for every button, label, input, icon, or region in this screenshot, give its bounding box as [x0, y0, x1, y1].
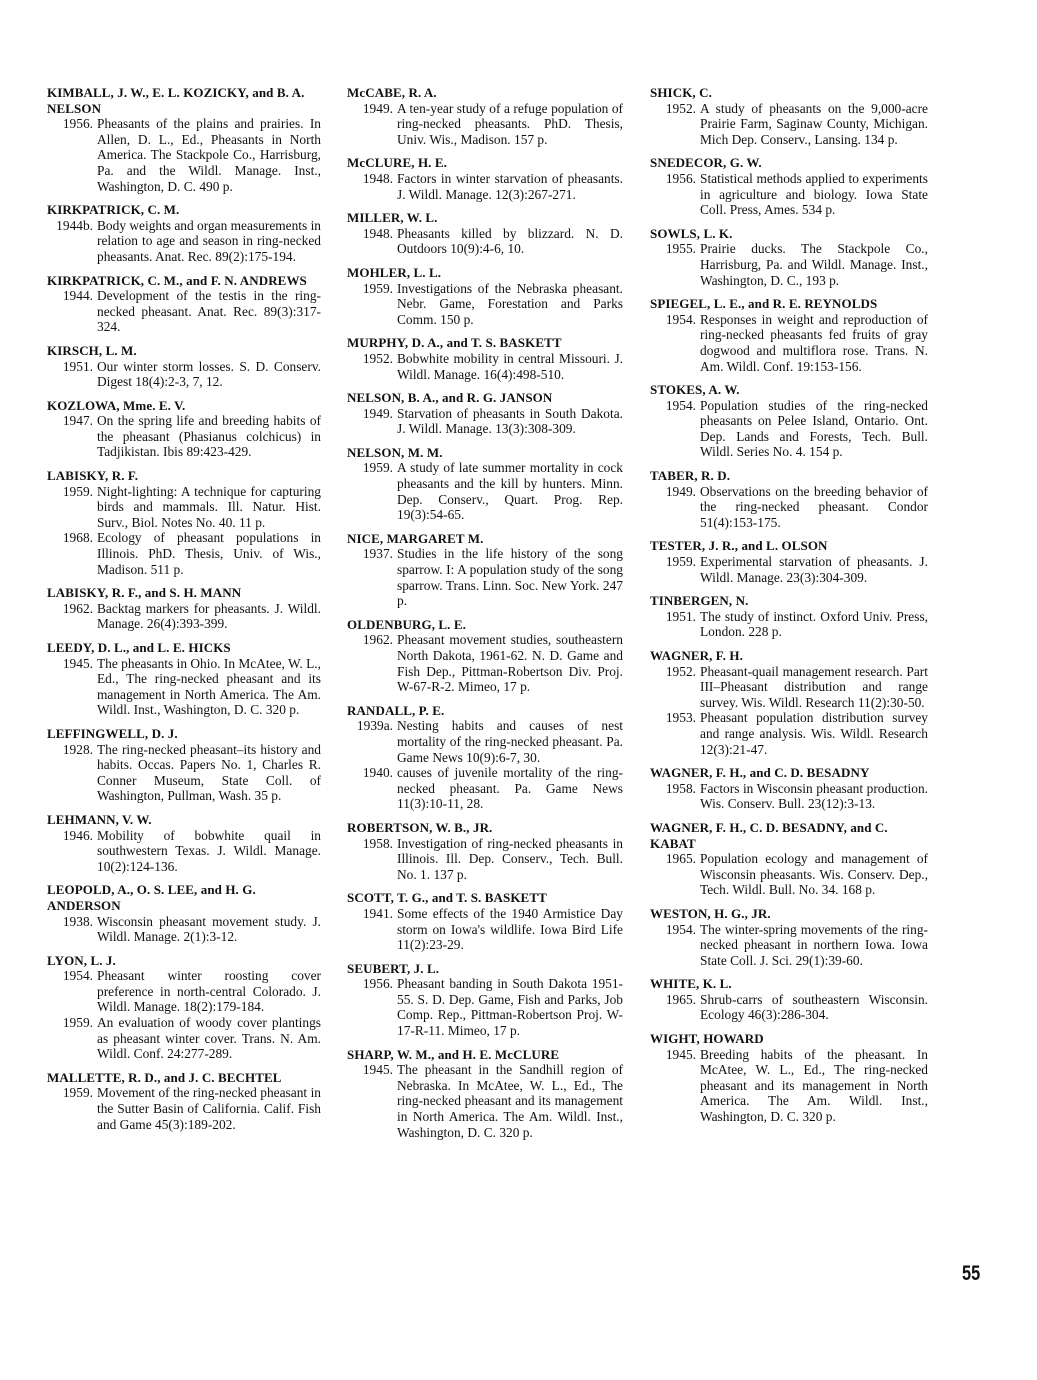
entry-author: SEUBERT, J. L. — [347, 960, 440, 976]
bibliography-entry — [347, 890, 623, 952]
bibliography-entry — [650, 226, 928, 288]
bibliography-entry — [47, 812, 321, 874]
citation-text: Wisconsin pheasant movement study. J. Wildl. Manage. 2(1):3-12. — [97, 913, 321, 945]
bibliography-entry — [47, 882, 321, 944]
citation — [650, 171, 928, 218]
bibliography-entry — [347, 210, 623, 257]
entry-author: NELSON, B. A., and R. G. JANSON — [347, 390, 553, 406]
citation-text: The pheasants in Ohio. In McAtee, W. L., Ed., The ring-necked pheasant and its management in North America. The Am. Wildl. Inst., Washington, D. C. 320 p. — [97, 655, 321, 718]
citation-year: 1962. — [62, 600, 93, 616]
entry-author: STOKES, A. W. — [650, 382, 740, 398]
bibliography-entry — [347, 703, 623, 812]
entry-author: McCLURE, H. E. — [347, 155, 447, 171]
bibliography-entry — [47, 468, 321, 577]
entry-author: WESTON, H. G., JR. — [650, 905, 771, 921]
entry-author: WHITE, K. L. — [650, 976, 732, 992]
entry-author: LABISKY, R. F. — [47, 468, 139, 484]
citation-year: 1954. — [62, 968, 93, 984]
citation-text: An evaluation of woody cover plantings as pheasant winter cover. Trans. N. Am. Wildl. Conf. 24:277-289. — [97, 1015, 321, 1062]
bibliography-entry — [650, 820, 928, 898]
citation — [47, 530, 321, 577]
citation — [347, 1062, 623, 1140]
citation — [47, 828, 321, 875]
entry-author: SHARP, W. M., and H. E. McCLURE — [347, 1046, 560, 1062]
citation — [347, 546, 623, 608]
entry-author: LABISKY, R. F., and S. H. MANN — [47, 585, 242, 601]
entry-author: NELSON, M. M. — [347, 444, 443, 460]
citation-text: causes of juvenile mortality of the ring-necked pheasant. Pa. Game News 11(3):10-11, 28. — [397, 765, 623, 812]
bibliography-entry — [347, 1047, 623, 1141]
bibliography-entry — [347, 531, 623, 609]
citation-year: 1955. — [665, 241, 696, 257]
bibliography-entry — [47, 726, 321, 804]
entry-author: LEFFINGWELL, D. J. — [47, 725, 178, 741]
citation-text: Statistical methods applied to experiments in agriculture and biology. Iowa State Coll. Press, Ames. 534 p. — [700, 170, 928, 218]
entry-author: LEEDY, D. L., and L. E. HICKS — [47, 640, 231, 655]
citation-year: 1959. — [665, 554, 696, 570]
citation-year: 1952. — [362, 350, 393, 366]
citation — [347, 836, 623, 883]
bibliography-entry — [347, 617, 623, 695]
entry-author: WAGNER, F. H. — [650, 648, 743, 663]
citation-text: The ring-necked pheasant–its history and habits. Occas. Papers No. 1, Charles R. Conner Museum, State Coll. of Washington, Pullman, Wash. 35 p. — [97, 741, 321, 804]
citation-year: 1949. — [362, 405, 393, 421]
entry-author: MALLETTE, R. D., and J. C. BECHTEL — [47, 1069, 282, 1085]
entry-author: TABER, R. D. — [650, 468, 731, 484]
citation-text: Studies in the life history of the song sparrow. I: A population study of the song sparrow. Trans. Linn. Soc. New York. 247 p. — [397, 546, 623, 609]
citation-year: 1956. — [362, 976, 393, 992]
citation-year: 1939a. — [356, 718, 393, 734]
bibliography-column-2 — [347, 85, 623, 1148]
citation — [650, 101, 928, 148]
citation-year: 1938. — [62, 913, 93, 929]
bibliography-entry — [47, 640, 321, 718]
bibliography-entry — [47, 85, 321, 194]
citation — [347, 171, 623, 202]
entry-author: ROBERTSON, W. B., JR. — [347, 819, 493, 835]
citation-year: 1937. — [362, 546, 393, 562]
citation — [47, 218, 321, 265]
bibliography-entry — [347, 335, 623, 382]
entry-author: KOZLOWA, Mme. E. V. — [47, 397, 186, 413]
citation-text: Experimental starvation of pheasants. J. Wildl. Manage. 23(3):304-309. — [700, 554, 928, 585]
bibliography-column-1 — [47, 85, 321, 1140]
citation-text: Shrub-carrs of southeastern Wisconsin. Ecology 46(3):286-304. — [700, 991, 928, 1023]
citation-text: Our winter storm losses. S. D. Conserv. Digest 18(4):2-3, 7, 12. — [97, 358, 321, 390]
citation — [347, 406, 623, 437]
citation-text: Population studies of the ring-necked pheasants on Pelee Island, Ontario. Ont. Dep. Lands and Forests, Tech. Bull. Wildl. Series No. 4. 154 p. — [700, 397, 928, 460]
citation — [347, 906, 623, 953]
citation-text: Mobility of bobwhite quail in southwestern Texas. J. Wildl. Manage. 10(2):124-136. — [97, 827, 321, 874]
citation-text: Pheasant winter roosting cover preference in north-central Colorado. J. Wildl. Manage. 18(2):179-184. — [97, 968, 321, 1015]
citation-year: 1954. — [665, 311, 696, 327]
bibliography-entry — [650, 906, 928, 968]
entry-author: SHICK, C. — [650, 85, 712, 100]
bibliography-entry — [47, 585, 321, 632]
citation-year: 1956. — [62, 116, 93, 132]
entry-author: TESTER, J. R., and L. OLSON — [650, 538, 828, 554]
entry-author: SPIEGEL, L. E., and R. E. REYNOLDS — [650, 296, 878, 312]
citation-text: Backtag markers for pheasants. J. Wildl. Manage. 26(4):393-399. — [97, 600, 321, 632]
citation — [347, 632, 623, 694]
citation-year: 1952. — [665, 100, 696, 116]
citation — [347, 351, 623, 382]
citation-year: 1954. — [665, 921, 696, 937]
citation-year: 1928. — [62, 741, 93, 757]
citation — [650, 398, 928, 460]
entry-author: SCOTT, T. G., and T. S. BASKETT — [347, 890, 547, 906]
entry-author: McCABE, R. A. — [347, 85, 437, 100]
citation-year: 1959. — [62, 1085, 93, 1101]
citation-year: 1947. — [62, 413, 93, 429]
citation-text: Prairie ducks. The Stackpole Co., Harrisburg, Pa. and Wildl. Manage. Inst., Washington, D. C., 193 p. — [700, 241, 928, 288]
entry-author: OLDENBURG, L. E. — [347, 616, 466, 632]
entry-author: KIMBALL, J. W., E. L. KOZICKY, and B. A. NELSON — [47, 85, 305, 116]
citation — [347, 718, 623, 765]
citation-year: 1959. — [62, 483, 93, 499]
bibliography-entry — [650, 593, 928, 640]
citation-text: Factors in Wisconsin pheasant production. Wis. Conserv. Bull. 23(12):3-13. — [700, 780, 928, 812]
citation — [47, 914, 321, 945]
citation-year: 1944. — [62, 288, 93, 304]
citation — [650, 992, 928, 1023]
citation-text: On the spring life and breeding habits of the pheasant (Phasianus colchicus) in Tadjikistan. Ibis 89:423-429. — [97, 413, 321, 460]
citation — [650, 710, 928, 757]
citation-text: Pheasants of the plains and prairies. In Allen, D. L., Ed., Pheasants in North America. The Stackpole Co., Harrisburg, Pa. and the Wildl. Manage. Inst., Washington, D. C. 490 p. — [97, 116, 321, 194]
citation-text: Movement of the ring-necked pheasant in the Sutter Basin of California. Calif. Fish and Game 45(3):189-202. — [97, 1085, 321, 1132]
citation-year: 1968. — [62, 530, 93, 546]
citation-year: 1959. — [362, 280, 393, 296]
citation — [47, 288, 321, 335]
citation — [347, 765, 623, 812]
entry-author: KIRSCH, L. M. — [47, 342, 137, 358]
entry-author: SOWLS, L. K. — [650, 225, 733, 241]
citation-year: 1951. — [62, 358, 93, 374]
bibliography-entry — [650, 382, 928, 460]
citation-text: Night-lighting: A technique for capturing birds and mammals. Ill. Natur. Hist. Surv., Biol. Notes No. 40. 11 p. — [97, 483, 321, 530]
bibliography-entry — [47, 953, 321, 1062]
citation — [650, 781, 928, 812]
citation-text: Starvation of pheasants in South Dakota. J. Wildl. Manage. 13(3):308-309. — [397, 405, 623, 437]
bibliography-entry — [347, 961, 623, 1039]
citation-text: Investigation of ring-necked pheasants in Illinois. Ill. Dep. Conserv., Tech. Bull. No. 1. 137 p. — [397, 835, 623, 882]
entry-author: KIRKPATRICK, C. M., and F. N. ANDREWS — [47, 272, 307, 288]
citation-year: 1965. — [665, 991, 696, 1007]
citation-text: Investigations of the Nebraska pheasant. Nebr. Game, Forestation and Parks Comm. 150 p. — [397, 280, 623, 327]
citation-text: Ecology of pheasant populations in Illinois. PhD. Thesis, Univ. of Wis., Madison. 511 p. — [97, 530, 321, 577]
citation — [347, 460, 623, 522]
citation-text: The winter-spring movements of the ring-necked pheasant in northern Iowa. Iowa State Coll. J. Sci. 29(1):39-60. — [700, 921, 928, 968]
citation-text: Breeding habits of the pheasant. In McAtee, W. L., Ed., The ring-necked pheasant and its management in North America. The Am. Wildl. Inst., Washington, D. C. 320 p. — [700, 1046, 928, 1125]
citation — [47, 116, 321, 194]
citation-text: Some effects of the 1940 Armistice Day storm on Iowa's wildlife. Iowa Bird Life 11(2):23-29. — [397, 905, 623, 953]
entry-author: NICE, MARGARET M. — [347, 530, 484, 546]
entry-author: MILLER, W. L. — [347, 210, 438, 226]
citation-text: Factors in winter starvation of pheasants. J. Wildl. Manage. 12(3):267-271. — [397, 170, 623, 202]
bibliography-entry — [650, 468, 928, 530]
bibliography-entry — [650, 296, 928, 374]
citation — [47, 656, 321, 718]
citation-year: 1949. — [665, 483, 696, 499]
citation — [650, 241, 928, 288]
citation-year: 1952. — [665, 663, 696, 679]
entry-author: RANDALL, P. E. — [347, 702, 445, 718]
bibliography-entry — [347, 390, 623, 437]
citation — [650, 851, 928, 898]
citation-text: A study of late summer mortality in cock pheasants and the kill by hunters. Minn. Dep. Conserv., Quart. Prog. Rep. 19(3):54-65. — [397, 460, 623, 523]
bibliography-entry — [650, 648, 928, 757]
citation-year: 1951. — [665, 608, 696, 624]
citation-text: Pheasant movement studies, southeastern North Dakota, 1961-62. N. D. Game and Fish Dep., Pittman-Robertson Div. Proj. W-67-R-2. Mimeo, 17 p. — [397, 632, 623, 695]
citation-year: 1948. — [362, 225, 393, 241]
citation-text: The study of instinct. Oxford Univ. Press, London. 228 p. — [700, 608, 928, 640]
bibliography-entry — [47, 202, 321, 264]
citation-text: A ten-year study of a refuge population of ring-necked pheasants. PhD. Thesis, Univ. Wis., Madison. 157 p. — [397, 100, 623, 147]
citation-text: Development of the testis in the ring-necked pheasant. Anat. Rec. 89(3):317-324. — [97, 288, 321, 335]
bibliography-entry — [650, 976, 928, 1023]
citation — [650, 554, 928, 585]
citation-year: 1946. — [62, 827, 93, 843]
entry-author: WAGNER, F. H., C. D. BESADNY, and C. KABAT — [650, 819, 888, 851]
bibliography-entry — [650, 765, 928, 812]
citation-year: 1953. — [665, 710, 696, 726]
entry-author: LEOPOLD, A., O. S. LEE, and H. G. ANDERSON — [47, 882, 256, 913]
citation — [47, 601, 321, 632]
citation-text: A study of pheasants on the 9,000-acre Prairie Farm, Saginaw County, Michigan. Mich Dep. Conserv., Lansing. 134 p. — [700, 100, 928, 147]
bibliography-entry — [347, 445, 623, 523]
citation-text: Bobwhite mobility in central Missouri. J. Wildl. Manage. 16(4):498-510. — [397, 350, 623, 382]
citation-text: Body weights and organ measurements in relation to age and season in ring-necked pheasants. Anat. Rec. 89(2):175-194. — [97, 217, 322, 264]
entry-author: SNEDECOR, G. W. — [650, 155, 762, 171]
bibliography-column-3 — [650, 85, 928, 1133]
citation — [650, 1047, 928, 1125]
entry-author: TINBERGEN, N. — [650, 593, 749, 609]
citation — [47, 1085, 321, 1132]
entry-author: LYON, L. J. — [47, 952, 116, 968]
citation-year: 1954. — [665, 397, 696, 413]
citation-year: 1965. — [665, 851, 696, 867]
citation-year: 1958. — [362, 835, 393, 851]
citation — [650, 312, 928, 374]
citation — [347, 226, 623, 257]
citation-year: 1962. — [362, 632, 393, 648]
citation — [347, 281, 623, 328]
citation — [650, 609, 928, 640]
entry-author: MURPHY, D. A., and T. S. BASKETT — [347, 335, 562, 351]
citation-year: 1959. — [362, 460, 393, 476]
citation — [347, 976, 623, 1038]
entry-author: WAGNER, F. H., and C. D. BESADNY — [650, 765, 870, 781]
citation — [650, 484, 928, 531]
citation — [650, 664, 928, 711]
bibliography-entry — [650, 155, 928, 217]
bibliography-entry — [47, 1070, 321, 1132]
citation-text: Responses in weight and reproduction of ring-necked pheasants fed fruits of gray dogwood and multiflora rose. Trans. N. Am. Wildl. Conf. 19:153-156. — [700, 311, 928, 374]
bibliography-entry — [47, 398, 321, 460]
citation-text: Pheasant population distribution survey and range analysis. Wis. Wildl. Research 12(3):21-47. — [700, 710, 928, 757]
citation — [47, 742, 321, 804]
citation-text: Nesting habits and causes of nest mortality of the ring-necked pheasant. Pa. Game News 10(9):6-7, 30. — [397, 718, 623, 765]
citation-year: 1945. — [62, 655, 93, 671]
citation-text: Observations on the breeding behavior of the ring-necked pheasant. Condor 51(4):153-175. — [700, 483, 928, 530]
bibliography-entry — [347, 85, 623, 147]
citation — [47, 413, 321, 460]
page-number: 55 — [962, 1262, 981, 1285]
citation-year: 1959. — [62, 1015, 93, 1031]
citation — [47, 968, 321, 1015]
citation — [47, 359, 321, 390]
citation-year: 1958. — [665, 780, 696, 796]
citation-text: Pheasant banding in South Dakota 1951-55. S. D. Dep. Game, Fish and Parks, Job Comp. Rep., Pittman-Robertson Proj. W-17-R-11. Mimeo, 17 p. — [397, 976, 623, 1039]
citation-year: 1945. — [362, 1062, 393, 1078]
citation-year: 1949. — [362, 100, 393, 116]
bibliography-entry — [47, 343, 321, 390]
bibliography-entry — [650, 1031, 928, 1125]
citation-year: 1945. — [665, 1046, 696, 1062]
bibliography-entry — [347, 155, 623, 202]
citation-year: 1941. — [362, 905, 393, 921]
citation-text: Pheasant-quail management research. Part III–Pheasant distribution and range survey. Wis. Wildl. Research 11(2):30-50. — [700, 663, 928, 710]
citation-text: Population ecology and management of Wisconsin pheasants. Wis. Conserv. Dep., Tech. Wildl. Bull. No. 34. 168 p. — [700, 851, 928, 898]
citation-year: 1940. — [362, 765, 393, 781]
bibliography-entry — [650, 85, 928, 147]
entry-author: MOHLER, L. L. — [347, 264, 442, 280]
citation — [47, 1015, 321, 1062]
entry-author: WIGHT, HOWARD — [650, 1031, 764, 1047]
bibliography-entry — [347, 265, 623, 327]
citation — [347, 101, 623, 148]
citation-text: The pheasant in the Sandhill region of Nebraska. In McAtee, W. L., Ed., The ring-necked pheasant and its management in North America. The Am. Wildl. Inst., Washington, D. C. 320 p. — [397, 1062, 623, 1140]
citation-year: 1944b. — [56, 217, 93, 233]
bibliography-entry — [347, 820, 623, 882]
bibliography-entry — [47, 273, 321, 335]
citation-text: Pheasants killed by blizzard. N. D. Outdoors 10(9):4-6, 10. — [397, 225, 623, 257]
citation-year: 1956. — [665, 170, 696, 186]
citation-year: 1948. — [362, 170, 393, 186]
entry-author: KIRKPATRICK, C. M. — [47, 202, 180, 218]
bibliography-entry — [650, 538, 928, 585]
citation — [47, 484, 321, 531]
citation — [650, 922, 928, 969]
entry-author: LEHMANN, V. W. — [47, 811, 152, 827]
